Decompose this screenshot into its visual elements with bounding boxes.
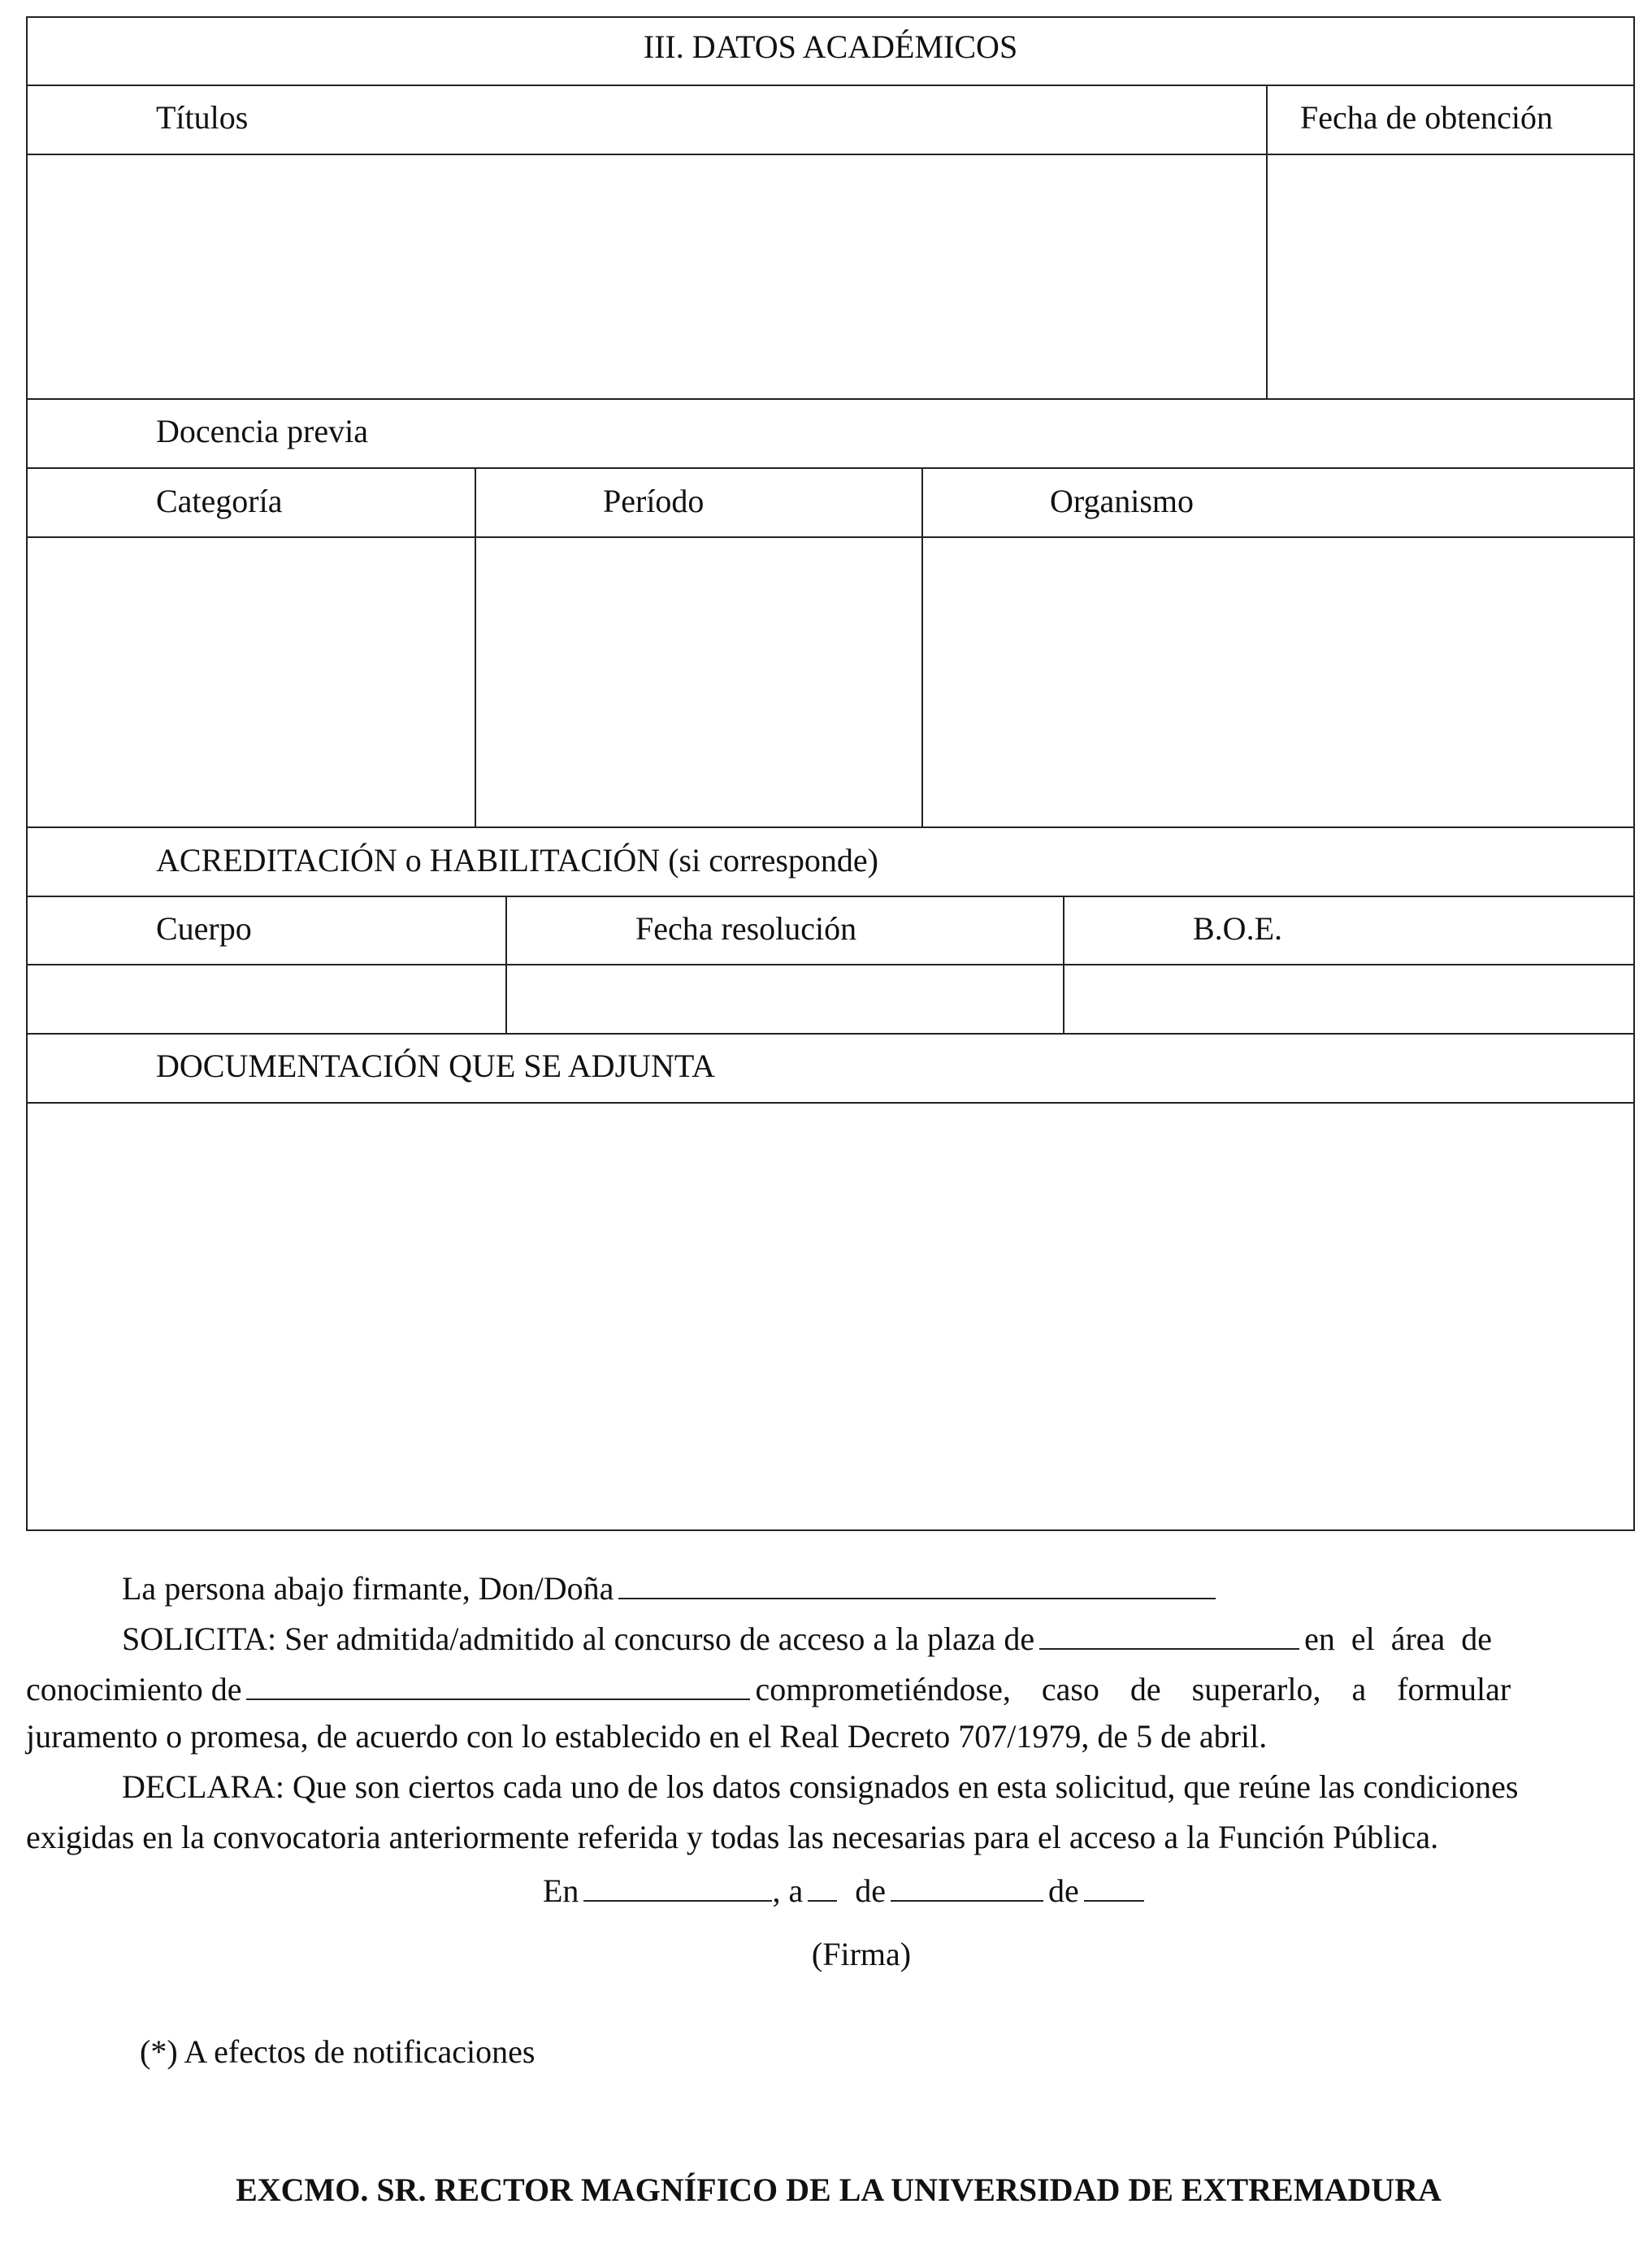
date-line (543, 1868, 1149, 1911)
solicita-text-a: SOLICITA: Ser admitida/admitido al concurso de acceso a la plaza de (122, 1620, 1035, 1657)
date-en: En (543, 1872, 579, 1909)
boe-field[interactable] (1064, 965, 1633, 1031)
acreditacion-label: ACREDITACIÓN o HABILITACIÓN (si corresponde) (156, 842, 878, 879)
row-divider (26, 398, 1635, 400)
fecha-resolucion-label: Fecha resolución (635, 910, 857, 947)
row-divider (26, 896, 1635, 897)
area-blank[interactable] (246, 1666, 750, 1700)
periodo-label: Período (603, 483, 705, 519)
fecha-obtencion-field[interactable] (1268, 155, 1633, 397)
periodo-field[interactable] (476, 538, 920, 825)
year-blank[interactable] (1084, 1868, 1144, 1902)
organismo-field[interactable] (923, 538, 1633, 825)
solicita-line-1 (122, 1616, 1585, 1659)
docencia-label: Docencia previa (156, 413, 368, 449)
place-blank[interactable] (583, 1868, 772, 1902)
fecha-resolucion-field[interactable] (507, 965, 1061, 1031)
signer-label: La persona abajo firmante, Don/Doña (122, 1570, 614, 1607)
declara-line-2: exigidas en la convocatoria anteriormente referida y todas las necesarias para el acceso a la Función Pública. (26, 1819, 1439, 1855)
month-blank[interactable] (891, 1868, 1043, 1902)
signature-label: (Firma) (811, 1936, 912, 1972)
cuerpo-label: Cuerpo (156, 910, 252, 947)
date-de-2: de (1047, 1872, 1079, 1909)
cuerpo-field[interactable] (28, 965, 504, 1031)
signer-line (122, 1565, 1221, 1609)
categoria-field[interactable] (28, 538, 473, 825)
addressee: EXCMO. SR. RECTOR MAGNÍFICO DE LA UNIVERSIDAD DE EXTREMADURA (236, 2171, 1442, 2208)
row-divider (26, 467, 1635, 469)
solicita-text-d: comprometiéndose, caso de superarlo, a formular (755, 1671, 1511, 1707)
footnote: (*) A efectos de notificaciones (140, 2033, 535, 2070)
row-divider (26, 1033, 1635, 1035)
categoria-label: Categoría (156, 483, 283, 519)
solicita-line-3: juramento o promesa, de acuerdo con lo establecido en el Real Decreto 707/1979, de 5 de abril. (26, 1718, 1268, 1755)
row-divider (26, 85, 1635, 86)
section-title: III. DATOS ACADÉMICOS (643, 28, 1018, 65)
boe-label: B.O.E. (1193, 910, 1282, 947)
row-divider (26, 826, 1635, 828)
titulos-field[interactable] (28, 155, 1264, 397)
titulos-label: Títulos (156, 99, 249, 136)
day-blank[interactable] (808, 1868, 837, 1902)
documentacion-label: DOCUMENTACIÓN QUE SE ADJUNTA (156, 1048, 716, 1084)
plaza-blank[interactable] (1039, 1616, 1299, 1650)
solicita-line-2 (26, 1666, 1511, 1710)
documentacion-field[interactable] (28, 1104, 1633, 1529)
date-de-1: de (855, 1872, 886, 1909)
solicita-text-c: conocimiento de (26, 1671, 242, 1707)
declara-line-1: DECLARA: Que son ciertos cada uno de los datos consignados en esta solicitud, que reúne las condiciones (122, 1768, 1519, 1805)
signer-name-blank[interactable] (618, 1565, 1216, 1599)
date-a: , a (772, 1872, 804, 1909)
fecha-obtencion-label: Fecha de obtención (1300, 99, 1553, 136)
solicita-text-b: en el área de (1304, 1620, 1493, 1657)
organismo-label: Organismo (1050, 483, 1195, 519)
